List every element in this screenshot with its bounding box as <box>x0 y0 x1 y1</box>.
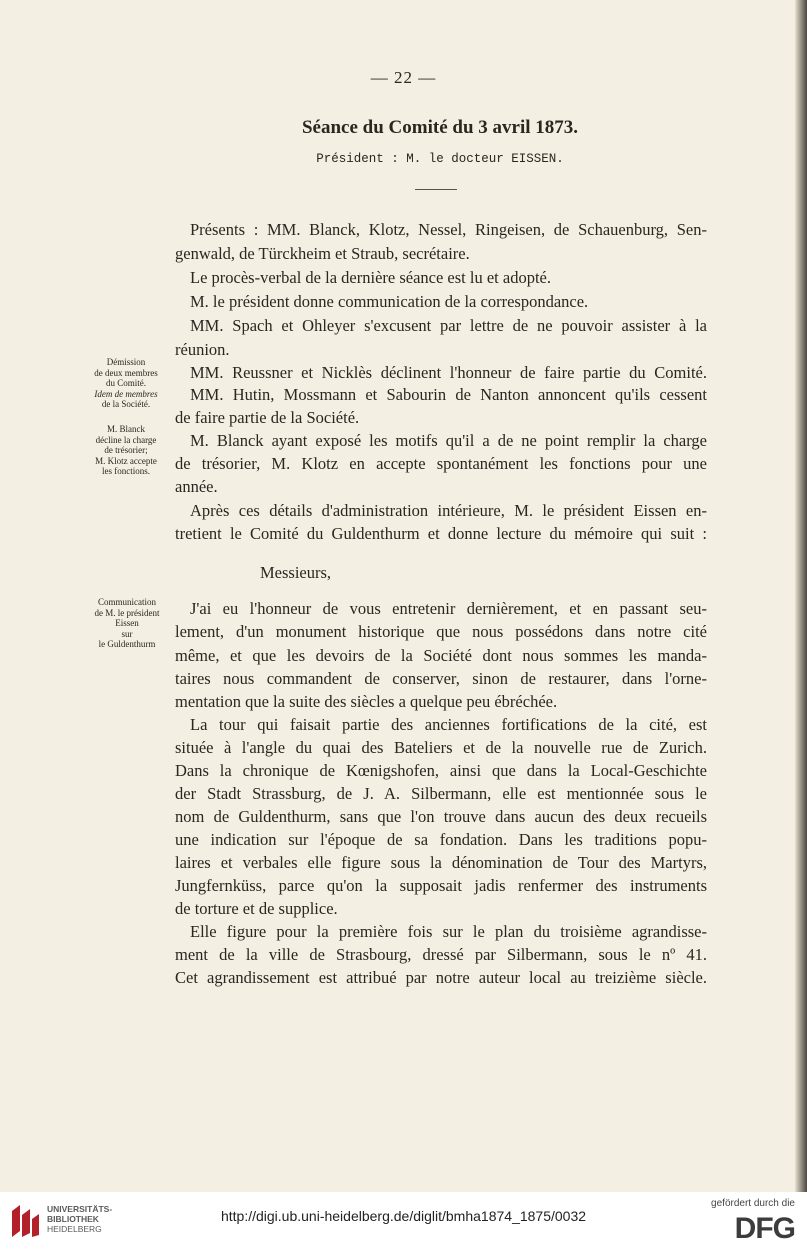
body-line: MM. Hutin, Mossmann et Sabourin de Nanton annoncent qu'ils cessent <box>190 385 707 404</box>
memoir-line: nom de Guldenthurm, sans que l'on trouve dans aucun des deux recueils <box>175 807 707 826</box>
memoir-line: der Stadt Strassburg, de J. A. Silbermann, elle est mentionnée sous le <box>175 784 707 803</box>
margin-note-line: Communication <box>98 597 156 607</box>
memoir-line: J'ai eu l'honneur de vous entretenir dernièrement, et en passant seu- <box>190 599 707 618</box>
margin-note-line: de la Société. <box>101 399 151 409</box>
body-line: tretient le Comité du Guldenthurm et donne lecture du mémoire qui suit : <box>175 524 707 543</box>
memoir-line: taires nous commandent de conserver, sinon de restaurer, dans l'orne- <box>175 669 707 688</box>
memoir-line: ment de la ville de Strasbourg, dressé par Silbermann, sous le nº 41. <box>175 945 707 964</box>
library-name-line: UNIVERSITÄTS- <box>47 1204 113 1214</box>
memoir-line: lement, d'un monument historique que nous possédons dans notre cité <box>175 622 707 641</box>
viewer-footer <box>0 1192 807 1250</box>
permalink-url[interactable]: http://digi.ub.uni-heidelberg.de/diglit/bmha1874_1875/0032 <box>220 1208 587 1224</box>
margin-note-line: de M. le président <box>94 607 160 618</box>
body-line: de trésorier, M. Klotz en accepte spontanément les fonctions pour une <box>175 454 707 473</box>
body-line: Le procès-verbal de la dernière séance est lu et adopté. <box>190 268 551 287</box>
margin-note-resignations <box>86 357 166 410</box>
margin-note-line: décline la charge <box>95 434 157 445</box>
margin-note-line: Eissen <box>115 618 139 628</box>
margin-note-line: Démission <box>106 357 146 367</box>
margin-note-communication <box>82 597 172 650</box>
memoir-line: de torture et de supplice. <box>175 899 338 918</box>
memoir-line: Elle figure pour la première fois sur le plan du troisième agrandisse- <box>190 922 707 941</box>
memoir-line: Jungfernküss, parce qu'on la supposait jadis renfermer des instruments <box>175 876 707 895</box>
body-line: genwald, de Türckheim et Straub, secrétaire. <box>175 244 470 263</box>
margin-note-line: de trésorier; <box>104 445 148 455</box>
body-line: de faire partie de la Société. <box>175 408 360 427</box>
library-name-line: HEIDELBERG <box>47 1224 102 1234</box>
margin-note-line: M. Klotz accepte <box>95 455 157 466</box>
body-line: Présents : MM. Blanck, Klotz, Nessel, Ringeisen, de Schauenburg, Sen- <box>190 220 707 239</box>
session-president: Président : M. le docteur EISSEN. <box>316 152 564 166</box>
body-line: Après ces détails d'administration intérieure, M. le président Eissen en- <box>190 501 707 520</box>
margin-note-line: du Comité. <box>106 378 146 388</box>
page-number: — 22 — <box>370 68 437 87</box>
page-edge-shadow <box>795 0 807 1192</box>
margin-note-line: Idem de membres <box>94 388 158 399</box>
body-line: réunion. <box>175 340 230 359</box>
margin-note-line: le Guldenthurm <box>98 639 156 649</box>
body-line: M. Blanck ayant exposé les motifs qu'il a de ne point remplir la charge <box>190 431 707 450</box>
margin-note-line: M. Blanck <box>107 424 145 434</box>
margin-note-line: les fonctions. <box>102 466 150 476</box>
library-name-line: BIBLIOTHEK <box>47 1214 99 1224</box>
margin-note-line: de deux membres <box>94 367 158 378</box>
salutation: Messieurs, <box>260 563 332 582</box>
dfg-caption: gefördert durch die <box>711 1198 795 1209</box>
body-line: M. le président donne communication de la correspondance. <box>190 292 589 311</box>
memoir-line: La tour qui faisait partie des anciennes fortifications de la cité, est <box>190 715 707 734</box>
dfg-logo: DFG <box>734 1212 795 1245</box>
memoir-line: laires et verbales elle figure sous la dénomination de Tour des Martyrs, <box>175 853 707 872</box>
memoir-line: Dans la chronique de Kœnigshofen, ainsi que dans la Local-Geschichte <box>175 761 707 780</box>
body-line: MM. Spach et Ohleyer s'excusent par lettre de ne pouvoir assister à la <box>190 316 707 335</box>
margin-note-line: sur <box>121 628 133 639</box>
session-title: Séance du Comité du 3 avril 1873. <box>301 117 579 138</box>
memoir-line: même, et que les devoirs de la Société dont nous sommes les manda- <box>175 646 707 665</box>
title-divider <box>415 189 457 190</box>
margin-note-treasurer <box>86 424 166 477</box>
memoir-line: mentation que la suite des siècles a quelque peu ébréchée. <box>175 692 558 711</box>
body-line: MM. Reussner et Nicklès déclinent l'honneur de faire partie du Comité. <box>190 363 707 382</box>
memoir-line: une indication sur l'époque de sa fondation. Dans les traditions popu- <box>175 830 707 849</box>
memoir-line: située à l'angle du quai des Bateliers et de la nouvelle rue de Zurich. <box>175 738 707 757</box>
memoir-line: Cet agrandissement est attribué par notre auteur local au treizième siècle. <box>175 968 707 987</box>
body-line: année. <box>175 477 218 496</box>
